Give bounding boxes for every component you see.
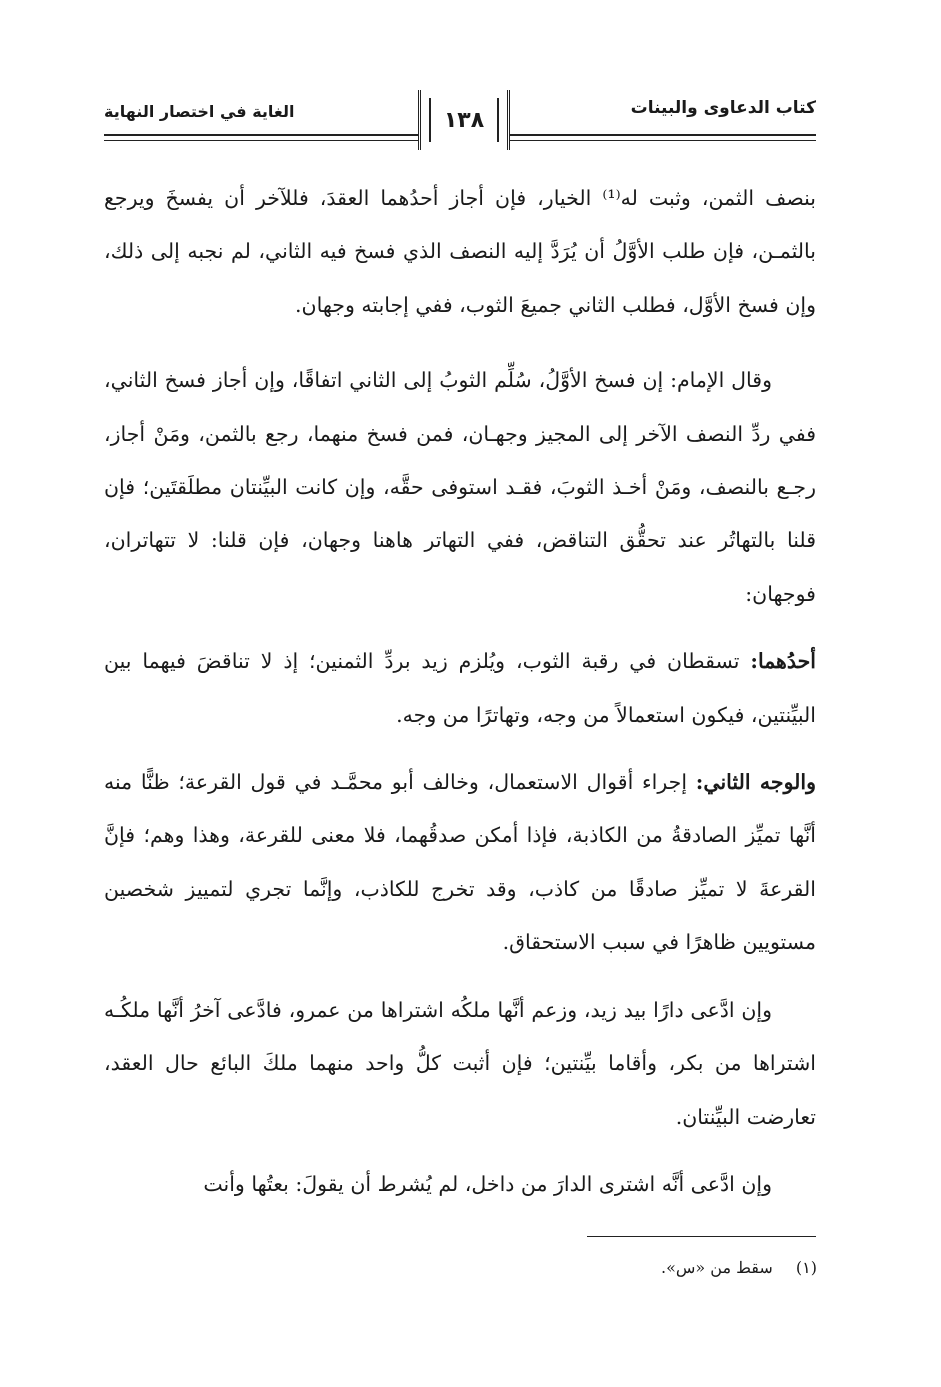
paragraph <box>104 354 816 621</box>
paragraph <box>104 172 816 332</box>
body-text <box>104 172 816 1211</box>
page-header <box>104 90 816 160</box>
book-title: كتاب الدعاوى والبينات <box>630 98 816 118</box>
paragraph-text: وإن ادَّعى دارًا بيد زيد، وزعم أنَّها ملكُه اشتراها من عمرو، فادَّعى آخرُ أنَّها ملكُـه اشتراها من بكر، وأقاما بيِّنتين؛ فإن أثبت كلُّ واحد منهما ملكَ البائع حال العقد، تعارضت البيِّنتان. <box>104 997 816 1129</box>
running-title: الغاية في اختصار النهاية <box>104 102 295 121</box>
paragraph-text: إجراء أقوال الاستعمال، وخالف أبو محمَّـد في قول القرعة؛ ظنًّا منه أنَّها تميِّز الصادقةُ من الكاذبة، فإذا أمكن صدقُهما، فلا معنى للقرعة، وهذا وهم؛ فإنَّ القرعةَ لا تميِّز صادقًا من كاذب، وقد تخرج للكاذب، وإنَّما تجري لتمييز شخصين مستويين ظاهرًا في سبب الاستحقاق. <box>104 770 816 955</box>
page-number-frame <box>418 90 510 150</box>
paragraph-text: بنصف الثمن، وثبت له⁽¹⁾ الخيار، فإن أجاز أحدُهما العقدَ، فللآخر أن يفسخَ ويرجع بالثمـن، فإن طلب الأوَّلُ أن يُرَدَّ إليه النصف الذي فسخ فيه الثاني، لم نجبه إلى ذلك، وإن فسخ الأوَّل، فطلب الثاني جميعَ الثوب، ففي إجابته وجهان. <box>104 186 816 317</box>
page-number: ١٣٨ <box>443 107 485 133</box>
footnote-number: (١) <box>795 1258 817 1277</box>
paragraph <box>104 1158 816 1211</box>
paragraph-lead: أحدُهما: <box>750 649 816 674</box>
footnote-separator <box>587 1236 816 1237</box>
paragraph-text: وإن ادَّعى أنَّه اشترى الدارَ من داخل، لم يُشرط أن يقولَ: بعتُها وأنت <box>203 1171 772 1196</box>
paragraph-lead: والوجه الثاني: <box>695 770 817 795</box>
paragraph <box>104 756 816 970</box>
footnote-text: سقط من «س». <box>661 1258 773 1277</box>
paragraph-text: تسقطان في رقبة الثوب، ويُلزم زيد بردِّ الثمنين؛ إذ لا تناقضَ فيهما بين البيِّنتين، فيكون استعمالاً من وجه، وتهاترًا من وجه. <box>104 649 816 727</box>
paragraph-text: وقال الإمام: إن فسخ الأوَّلُ، سُلِّم الثوبُ إلى الثاني اتفاقًا، وإن أجاز فسخ الثاني، ففي ردِّ النصف الآخر إلى المجيز وجهـان، فمن فسخ منهما، رجع بالثمن، ومَنْ أجاز، رجـع بالنصف، ومَنْ أخـذ الثوبَ، فقـد استوفى حقَّه، وإن كانت البيِّنتان مطلَقتَين؛ فإن قلنا بالتهاتُر عند تحقُّق التناقض، ففي التهاتر هاهنا وجهان، فإن قلنا: لا تتهاتران، فوجهان: <box>104 368 816 606</box>
paragraph <box>104 984 816 1144</box>
paragraph <box>104 635 816 742</box>
footnote <box>661 1258 817 1277</box>
